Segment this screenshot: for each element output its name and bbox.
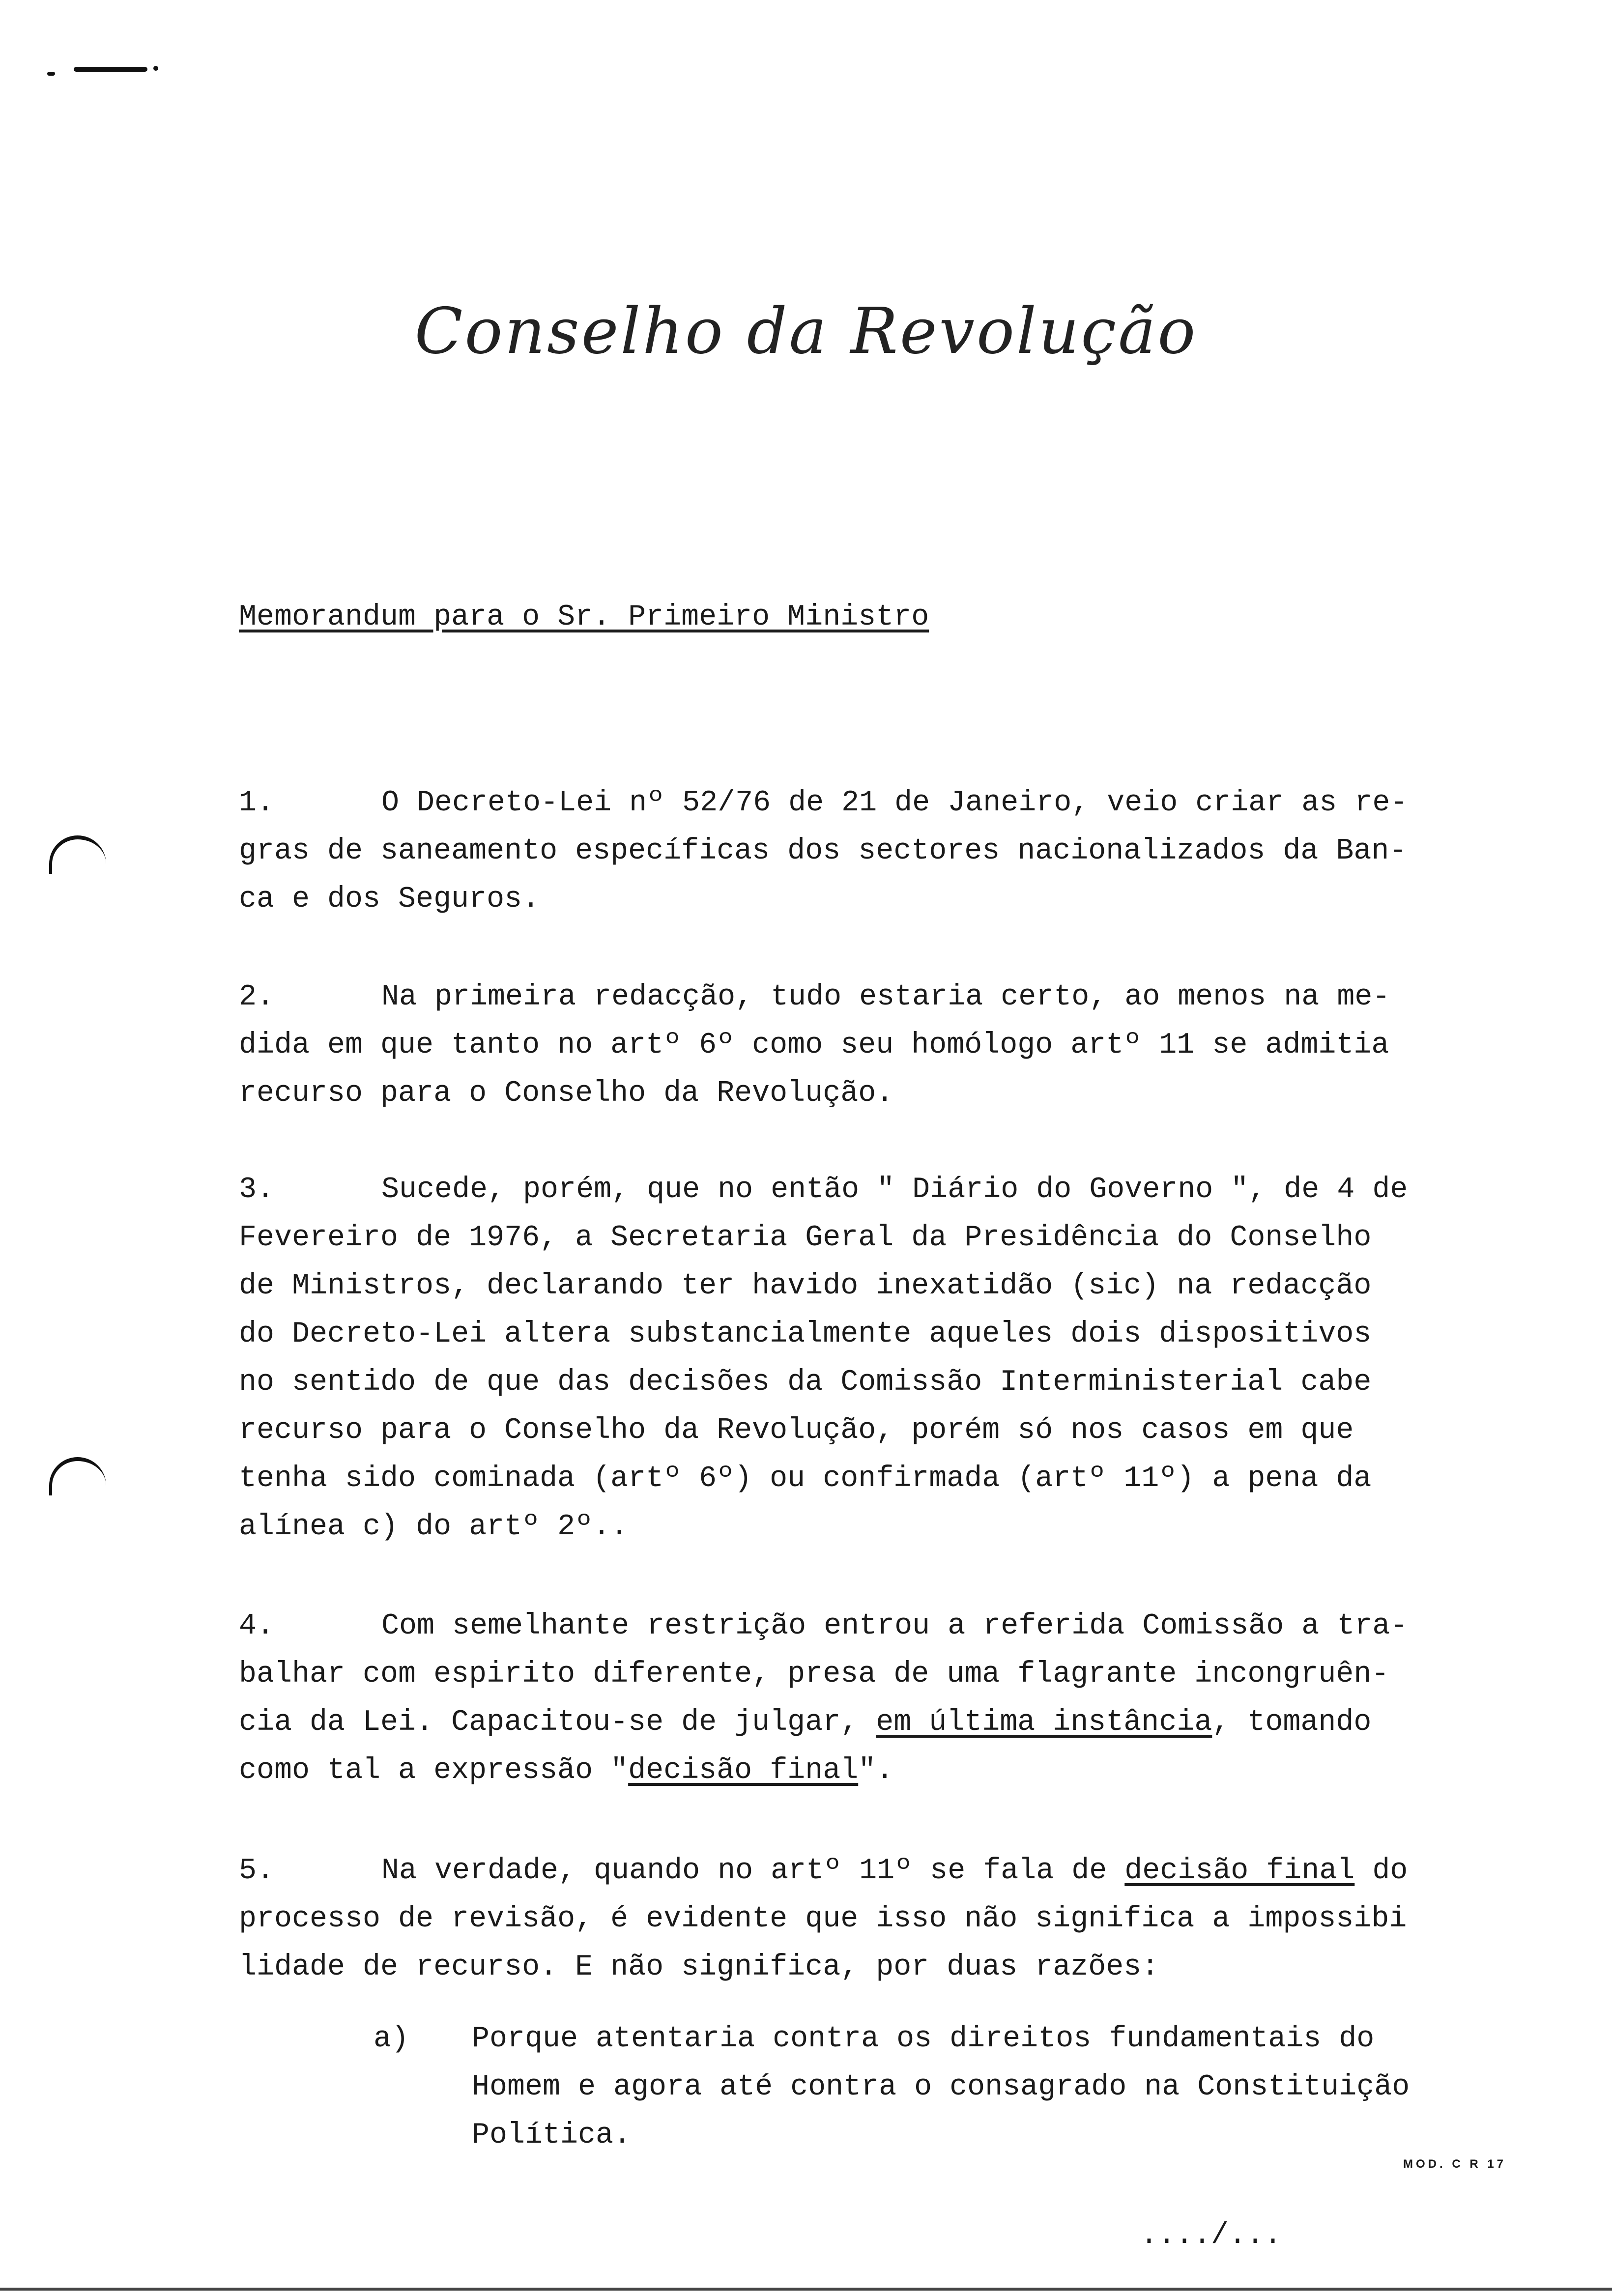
paragraph-line: tenha sido cominada (artº 6º) ou confirmada (artº 11º) a pena da bbox=[239, 1462, 1372, 1495]
paragraph-line: Fevereiro de 1976, a Secretaria Geral da Presidência do Conselho bbox=[239, 1221, 1372, 1255]
paragraph-line: O Decreto-Lei nº 52/76 de 21 de Janeiro, veio criar as re- bbox=[381, 786, 1408, 820]
paragraph-number: 2. bbox=[239, 980, 275, 1014]
sub-item-line: Porque atentaria contra os direitos fundamentais do bbox=[472, 2022, 1375, 2056]
letterhead: Conselho da Revolução bbox=[414, 295, 1198, 368]
sub-item-line: Homem e agora até contra o consagrado na Constituição bbox=[472, 2070, 1410, 2104]
paragraph-3 bbox=[239, 1166, 1517, 1551]
punch-hole-mark bbox=[49, 835, 106, 874]
paragraph-line: recurso para o Conselho da Revolução, porém só nos casos em que bbox=[239, 1414, 1354, 1447]
underlined-phrase: em última instância bbox=[876, 1706, 1212, 1739]
paragraph-line: de Ministros, declarando ter havido inexatidão (sic) na redacção bbox=[239, 1269, 1372, 1303]
paragraph-line: processo de revisão, é evidente que isso não significa a impossibi bbox=[239, 1902, 1407, 1936]
sub-item-label: a) bbox=[374, 2022, 409, 2056]
memo-title: Memorandum para o Sr. Primeiro Ministro bbox=[239, 601, 929, 634]
page-edge-line bbox=[0, 2288, 1612, 2291]
paragraph-line: gras de saneamento específicas dos sectores nacionalizados da Ban- bbox=[239, 834, 1407, 868]
paragraph-line: dida em que tanto no artº 6º como seu homólogo artº 11 se admitia bbox=[239, 1029, 1389, 1062]
paragraph-number: 3. bbox=[239, 1173, 275, 1206]
paragraph-line: alínea c) do artº 2º.. bbox=[239, 1510, 629, 1544]
scan-mark bbox=[47, 72, 55, 76]
scan-mark bbox=[153, 66, 158, 71]
sub-item-line: Política. bbox=[472, 2119, 632, 2152]
paragraph-5: 5. Na verdade, quando no artº 11º se fala de decisão final do processo de revisão, é evidente que isso não significa a impossibi lidade de recurso. E não significa, por duas razões: bbox=[239, 1847, 1517, 1991]
paragraph-2 bbox=[239, 973, 1517, 1118]
paragraph-line: lidade de recurso. E não significa, por duas razões: bbox=[239, 1951, 1159, 1984]
punch-hole-mark bbox=[49, 1457, 106, 1495]
paragraph-line: no sentido de que das decisões da Comissão Interministerial cabe bbox=[239, 1366, 1372, 1399]
paragraph-number: 4. bbox=[239, 1609, 275, 1643]
paragraph-line: como tal a expressão "decisão final". bbox=[239, 1754, 894, 1787]
paragraph-line: Na primeira redacção, tudo estaria certo, ao menos na me- bbox=[381, 980, 1390, 1014]
paragraph-line: ca e dos Seguros. bbox=[239, 883, 540, 916]
paragraph-line: cia da Lei. Capacitou-se de julgar, em última instância, tomando bbox=[239, 1706, 1372, 1739]
scan-mark bbox=[74, 67, 147, 72]
paragraph-4 bbox=[239, 1602, 1517, 1795]
underlined-phrase: decisão final bbox=[628, 1754, 859, 1787]
paragraph-line: do Decreto-Lei altera substancialmente aqueles dois dispositivos bbox=[239, 1318, 1372, 1351]
form-code: MOD. C R 17 bbox=[1403, 2157, 1507, 2171]
paragraph-line: balhar com espirito diferente, presa de uma flagrante incongruên- bbox=[239, 1658, 1389, 1691]
paragraph-number: 1. bbox=[239, 786, 275, 820]
paragraph-line: Na verdade, quando no artº 11º se fala de bbox=[381, 1854, 1125, 1888]
paragraph-line: recurso para o Conselho da Revolução. bbox=[239, 1077, 894, 1110]
underlined-phrase: decisão final bbox=[1124, 1854, 1355, 1888]
paragraph-line: Com semelhante restrição entrou a referida Comissão a tra- bbox=[381, 1609, 1408, 1643]
paragraph-line: Sucede, porém, que no então " Diário do Governo ", de 4 de bbox=[381, 1173, 1408, 1206]
paragraph-number: 5. bbox=[239, 1854, 275, 1888]
paragraph-1 bbox=[239, 779, 1517, 923]
continuation-mark: ..../... bbox=[1140, 2219, 1282, 2252]
